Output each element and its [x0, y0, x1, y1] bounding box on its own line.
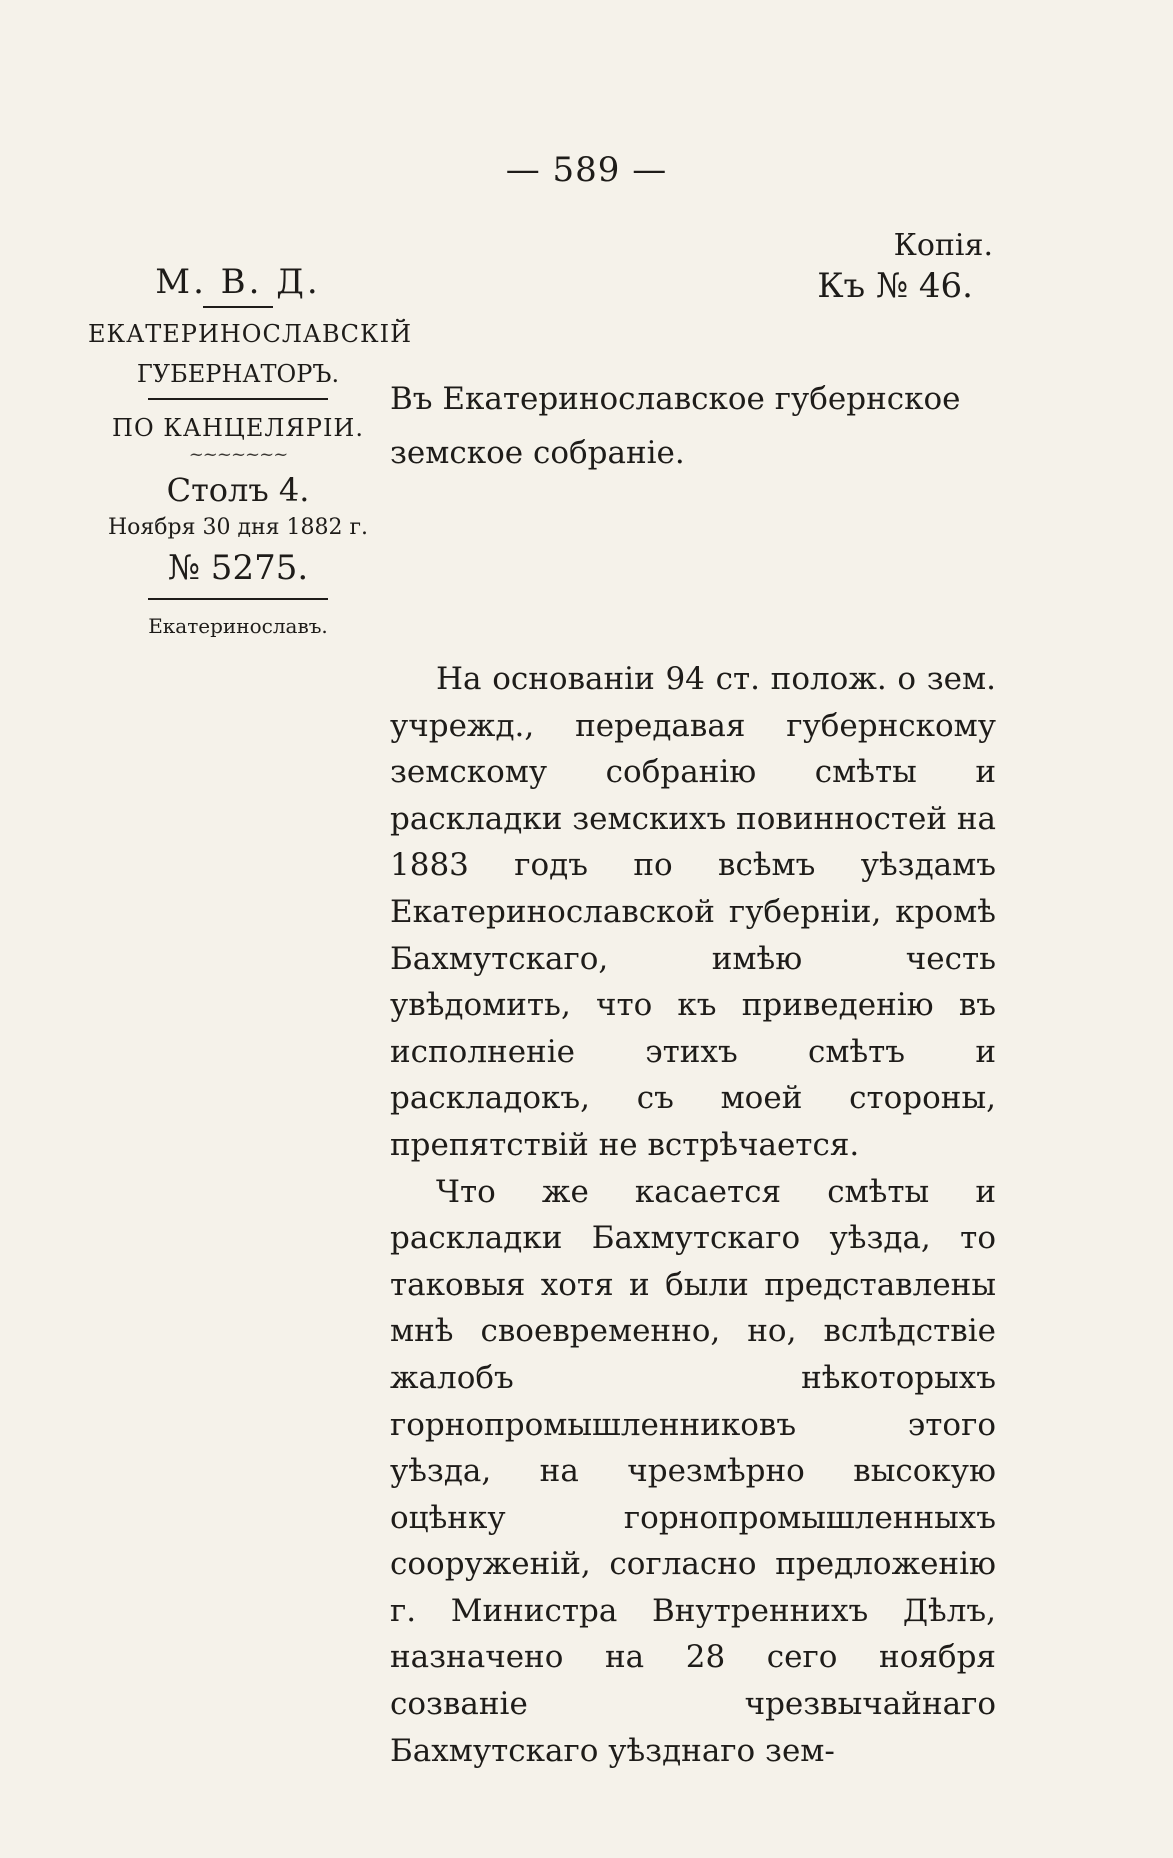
addressee-line-2: земское собраніе.	[390, 435, 685, 471]
body-paragraph: Что же касается смѣты и раскладки Бахмутскаго уѣзда, то таковыя хотя и были представлены мнѣ своевременно, но, вслѣдствіе жалобъ нѣкоторыхъ горнопромышленниковъ этого уѣзда, на чрезмѣрно высокую оцѣнку горнопромышленныхъ сооруженій, согласно предложенію г. Министра Внутреннихъ Дѣлъ, назначено на 28 сего ноября созваніе чрезвычайнаго Бахмутскаго уѣзднаго зем-	[390, 1173, 996, 1769]
outgoing-number: № 5275.	[167, 548, 309, 588]
divider	[148, 598, 328, 600]
sender-block	[88, 262, 413, 638]
letter-date: Ноября 30 дня 1882 г.	[107, 515, 369, 540]
governor-name: ЕКАТЕРИНОСЛАВСКІЙ	[88, 320, 413, 348]
copy-label: Копія.	[893, 228, 993, 263]
governor-title: ГУБЕРНАТОРЪ.	[136, 360, 340, 388]
letter-body	[390, 656, 996, 1774]
divider	[203, 306, 273, 308]
divider	[148, 398, 328, 400]
desk-number: Столъ 4.	[166, 471, 310, 509]
body-paragraph: На основаніи 94 ст. полож. о зем. учрежд., передавая губернскому земскому собранію смѣты и раскладки земскихъ повинностей на 1883 годъ по всѣмъ уѣздамъ Екатеринославской губерніи, кромѣ Бахмутскаго, имѣю честь увѣдомить, что къ приведенію въ исполненіе этихъ смѣтъ и раскладокъ, съ моей стороны, препятствій не встрѣчается.	[390, 661, 996, 1163]
page-number: — 589 —	[505, 150, 668, 190]
ornament-flourish: ~~~~~~~	[188, 444, 288, 465]
city-name: Екатеринославъ.	[148, 614, 328, 638]
ministry-abbreviation: М. В. Д.	[155, 262, 321, 302]
chancery-label: ПО КАНЦЕЛЯРІИ.	[112, 414, 364, 442]
addressee-block	[390, 372, 996, 480]
reference-number: Къ № 46.	[817, 266, 973, 306]
addressee-line-1: Въ Екатеринославское губернское	[390, 381, 961, 417]
